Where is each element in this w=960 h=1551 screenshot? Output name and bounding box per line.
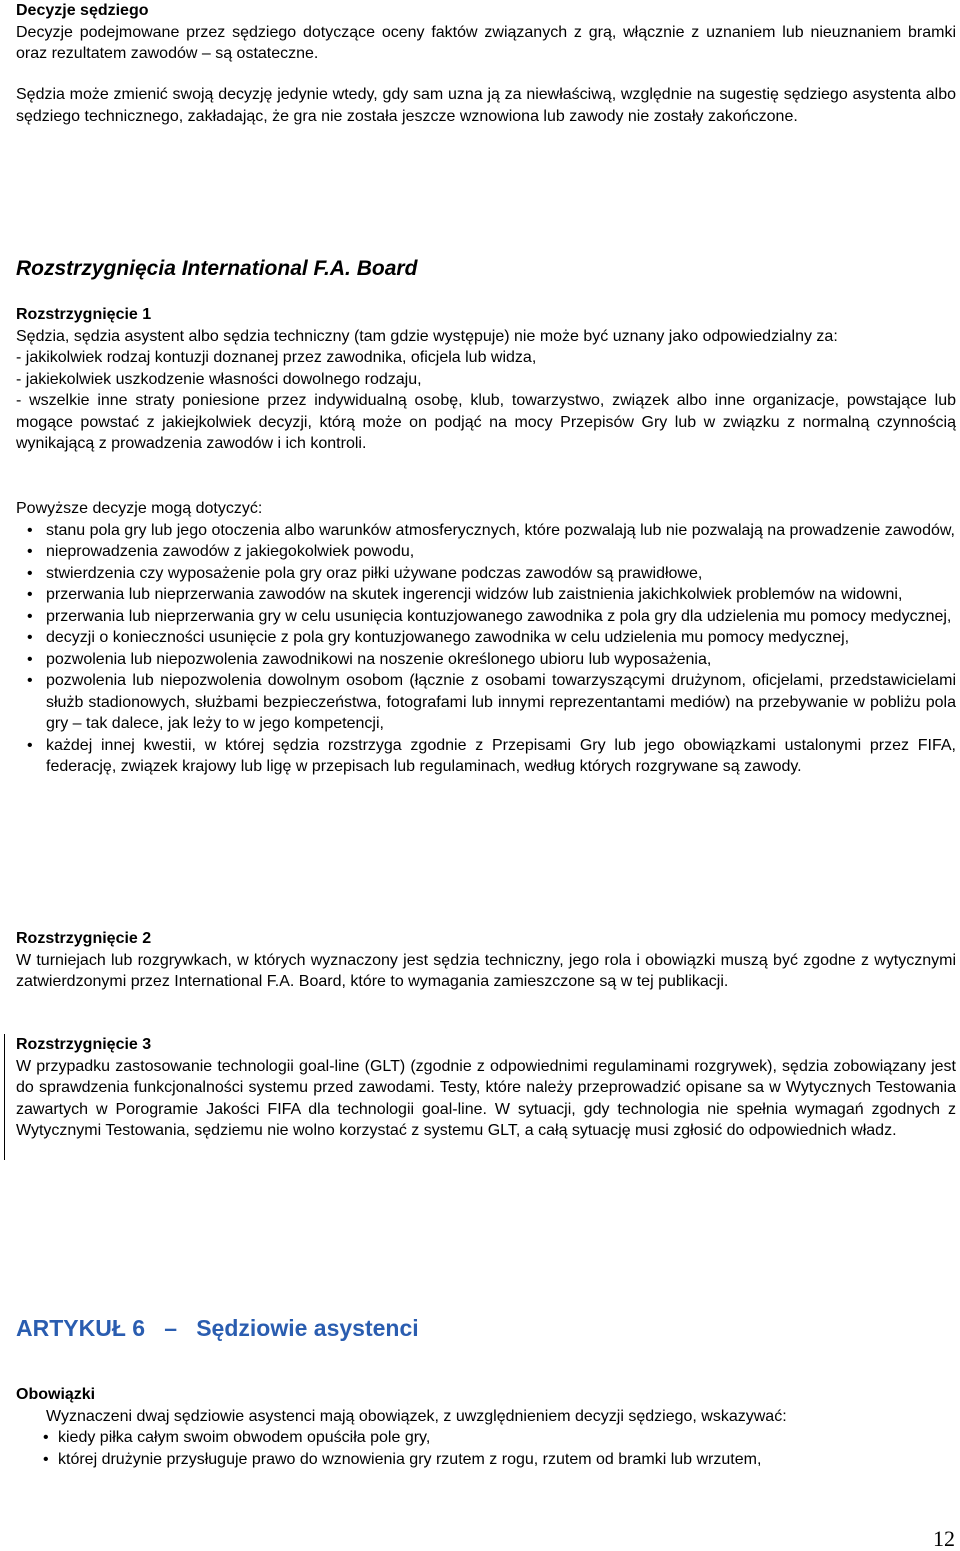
- section-obowiazki: [16, 1384, 956, 1470]
- list-item: • decyzji o konieczności usunięcie z pola gry kontuzjowanego zawodnika w celu udzielenia mu pomocy medycznej,: [16, 627, 956, 649]
- bullet-list: [16, 1427, 956, 1470]
- section-title: Rozstrzygnięcie 3: [16, 1036, 152, 1053]
- paragraph: Sędzia może zmienić swoją decyzję jedynie wtedy, gdy sam uzna ją za niewłaściwą, względnie na sugestię sędziego asystenta albo sędziego technicznego, zakładając, że gra nie została jeszcze wznowiona lub zawody nie zostały zakończone.: [16, 86, 956, 125]
- section-title: Obowiązki: [16, 1386, 96, 1403]
- list-item: • stwierdzenia czy wyposażenie pola gry oraz piłki używane podczas zawodów są prawidłowe,: [16, 563, 956, 585]
- list-item: • pozwolenia lub niepozwolenia zawodnikowi na noszenie określonego ubioru lub wyposażenia,: [16, 649, 956, 671]
- list-item: • nieprowadzenia zawodów z jakiegokolwiek powodu,: [16, 541, 956, 563]
- dash-item: - jakiekolwiek uszkodzenie własności dowolnego rodzaju,: [16, 370, 422, 388]
- section-rozstrzygniecie-3: [16, 1034, 956, 1142]
- board-heading-block: [16, 256, 956, 282]
- paragraph: W przypadku zastosowanie technologii goal-line (GLT) (zgodnie z odpowiednimi regulaminami rozgrywek), sędzia zobowiązany jest do sprawdzenia funkcjonalności systemu przed zawodami. Testy, które należy przeprowadzić opisane sa w Wytycznych Testowania zawartych w Porogramie Jakości FIFA dla technologii goal-line. W sytuacji, gdy technologia nie spełnia wymagań zgodnych z Wytycznymi Testowania, sędziemu nie wolno korzystać z systemu GLT, a całą sytuację musi zgłosić do odpowiednich władz.: [16, 1057, 956, 1139]
- list-intro: Powyższe decyzje mogą dotyczyć:: [16, 500, 263, 517]
- section-title: Rozstrzygnięcie 2: [16, 930, 152, 947]
- revision-bar: [4, 1034, 5, 1160]
- list-item: • przerwania lub nieprzerwania zawodów na skutek ingerencji widzów lub zaistnienia jakichkolwiek problemów na widowni,: [16, 584, 956, 606]
- paragraph: Sędzia, sędzia asystent albo sędzia techniczny (tam gdzie występuje) nie może być uznany jako odpowiedzialny za:: [16, 327, 838, 345]
- page-number: 12: [933, 1526, 955, 1551]
- paragraph: W turniejach lub rozgrywkach, w których wyznaczony jest sędzia techniczny, jego rola i obowiązki muszą być zgodne z wytycznymi zatwierdzonymi przez International F.A. Board, które to wymagania zamieszczone są w tej publikacji.: [16, 951, 956, 990]
- paragraph: Decyzje podejmowane przez sędziego dotyczące oceny faktów związanych z grą, włącznie z uznaniem lub nieuznaniem bramki oraz rezultatem zawodów – są ostateczne.: [16, 23, 956, 62]
- article-heading: ARTYKUŁ 6 – Sędziowie asystenci: [16, 1315, 419, 1341]
- section-title: Rozstrzygnięcie 1: [16, 306, 152, 323]
- list-item: • stanu pola gry lub jego otoczenia albo warunków atmosferycznych, które pozwalają lub nie pozwalają na prowadzenie zawodów,: [16, 520, 956, 542]
- section-title: Decyzje sędziego: [16, 2, 149, 19]
- section-rozstrzygniecie-2: [16, 928, 956, 993]
- list-item: • przerwania lub nieprzerwania gry w celu usunięcia kontuzjowanego zawodnika z pola gry dla udzielenia mu pomocy medycznej,: [16, 606, 956, 628]
- list-item: • pozwolenia lub niepozwolenia dowolnym osobom (łącznie z osobami towarzyszącymi drużynom, oficjelami, przedstawicielami służb stadionowych, służbami bezpieczeństwa, fotografami lub innymi reprezentantami mediów) na przebywanie w pobliżu pola gry – tak dalece, jak leży to w jego kompetencji,: [16, 670, 956, 735]
- paragraph-block: [16, 84, 956, 127]
- dash-item: - wszelkie inne straty poniesione przez indywidualną osobę, klub, towarzystwo, związek albo inne organizacje, powstające lub mogące powstać z jakiejkolwiek decyzji, którą może on podjąć na mocy Przepisów Gry lub w związku z normalną czynnością wynikającą z prowadzenia zawodów i ich kontroli.: [16, 392, 956, 452]
- section-heading: Rozstrzygnięcia International F.A. Board: [16, 257, 418, 280]
- decisions-list-block: [16, 498, 956, 778]
- list-item: • której drużynie przysługuje prawo do wznowienia gry rzutem z rogu, rzutem od bramki lub wrzutem,: [16, 1449, 956, 1471]
- list-item: • każdej innej kwestii, w której sędzia rozstrzyga zgodnie z Przepisami Gry lub jego obowiązkami ustalonymi przez FIFA, federację, związek krajowy lub ligę w przepisach lub regulaminach, według których rozgrywane są zawody.: [16, 735, 956, 778]
- section-rozstrzygniecie-1: [16, 304, 956, 455]
- bullet-list: [16, 520, 956, 778]
- dash-item: - jakikolwiek rodzaj kontuzji doznanej przez zawodnika, oficjela lub widza,: [16, 349, 537, 366]
- section-decyzje: [16, 0, 956, 65]
- article-heading-block: [16, 1314, 956, 1342]
- list-item: • kiedy piłka całym swoim obwodem opuściła pole gry,: [16, 1427, 956, 1449]
- paragraph: Wyznaczeni dwaj sędziowie asystenci mają obowiązek, z uwzględnieniem decyzji sędziego, wskazywać:: [46, 1407, 787, 1425]
